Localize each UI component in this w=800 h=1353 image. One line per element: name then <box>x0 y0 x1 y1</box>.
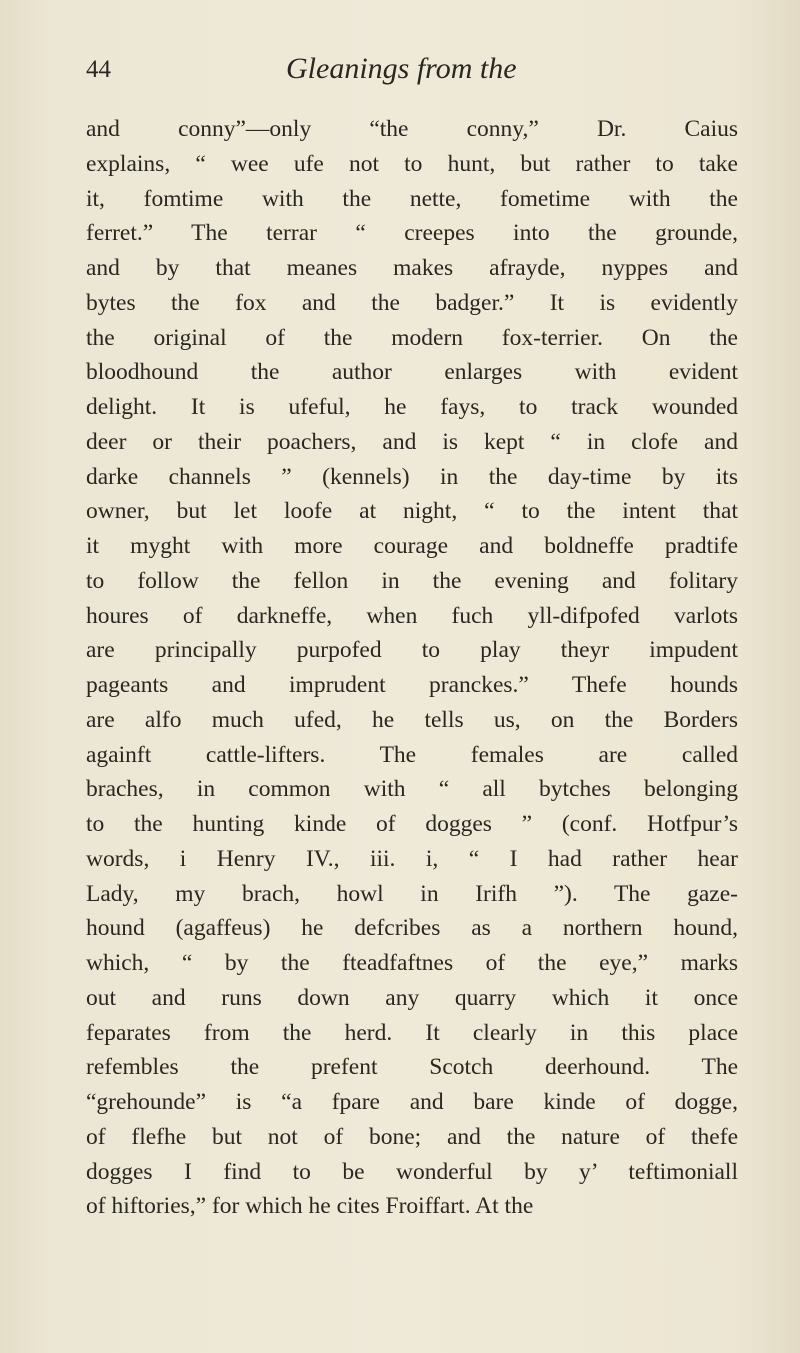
text-line: againft cattle-lifters. The females are called <box>86 741 738 768</box>
text-line: bytes the fox and the badger.” It is evidently <box>86 289 738 316</box>
text-line: to follow the fellon in the evening and folitary <box>86 567 738 594</box>
text-line: owner, but let loofe at night, “ to the intent that <box>86 498 738 525</box>
text-line: refembles the prefent Scotch deerhound. The <box>86 1054 738 1081</box>
text-line: houres of darkneffe, when fuch yll-difpofed varlots <box>86 602 738 629</box>
text-line: are principally purpofed to play theyr impudent <box>86 637 738 664</box>
text-line: are alfo much ufed, he tells us, on the Borders <box>86 706 738 733</box>
page-header <box>86 52 740 92</box>
text-line: of flefhe but not of bone; and the nature of thefe <box>86 1123 738 1150</box>
text-line: out and runs down any quarry which it once <box>86 984 738 1011</box>
text-line: of hiftories,” for which he cites Froiffart. At the <box>86 1193 534 1220</box>
text-line: feparates from the herd. It clearly in this place <box>86 1019 738 1046</box>
text-line: dogges I find to be wonderful by y’ teftimoniall <box>86 1158 738 1185</box>
text-line: pageants and imprudent pranckes.” Thefe hounds <box>86 672 738 698</box>
text-line: and by that meanes makes afrayde, nyppes and <box>86 255 738 281</box>
body-text <box>86 112 738 1224</box>
text-line: braches, in common with “ all bytches belonging <box>86 776 738 803</box>
text-line: Lady, my brach, howl in Irifh ”). The gaze- <box>86 880 738 907</box>
text-line: the original of the modern fox-terrier. On the <box>86 324 738 351</box>
text-line: darke channels ” (kennels) in the day-time by its <box>86 463 738 490</box>
text-line: it, fomtime with the nette, fometime with the <box>86 185 738 212</box>
text-line: “grehounde” is “a fpare and bare kinde of dogge, <box>86 1089 738 1115</box>
text-line: explains, “ wee ufe not to hunt, but rather to take <box>86 150 738 177</box>
text-line: words, i Henry IV., iii. i, “ I had rather hear <box>86 845 738 872</box>
text-line: to the hunting kinde of dogges ” (conf. Hotfpur’s <box>86 811 738 837</box>
running-title: Gleanings from the <box>286 52 517 85</box>
text-line: which, “ by the fteadfaftnes of the eye,” marks <box>86 950 738 976</box>
text-line: ferret.” The terrar “ creepes into the grounde, <box>86 220 738 247</box>
text-line: hound (agaffeus) he defcribes as a northern hound, <box>86 915 738 942</box>
text-line: bloodhound the author enlarges with evident <box>86 359 738 386</box>
text-line: delight. It is ufeful, he fays, to track wounded <box>86 394 738 420</box>
text-line: it myght with more courage and boldneffe pradtife <box>86 533 738 559</box>
text-line: deer or their poachers, and is kept “ in clofe and <box>86 428 738 455</box>
page-number: 44 <box>86 56 111 83</box>
text-line: and conny”—only “the conny,” Dr. Caius <box>86 116 738 142</box>
